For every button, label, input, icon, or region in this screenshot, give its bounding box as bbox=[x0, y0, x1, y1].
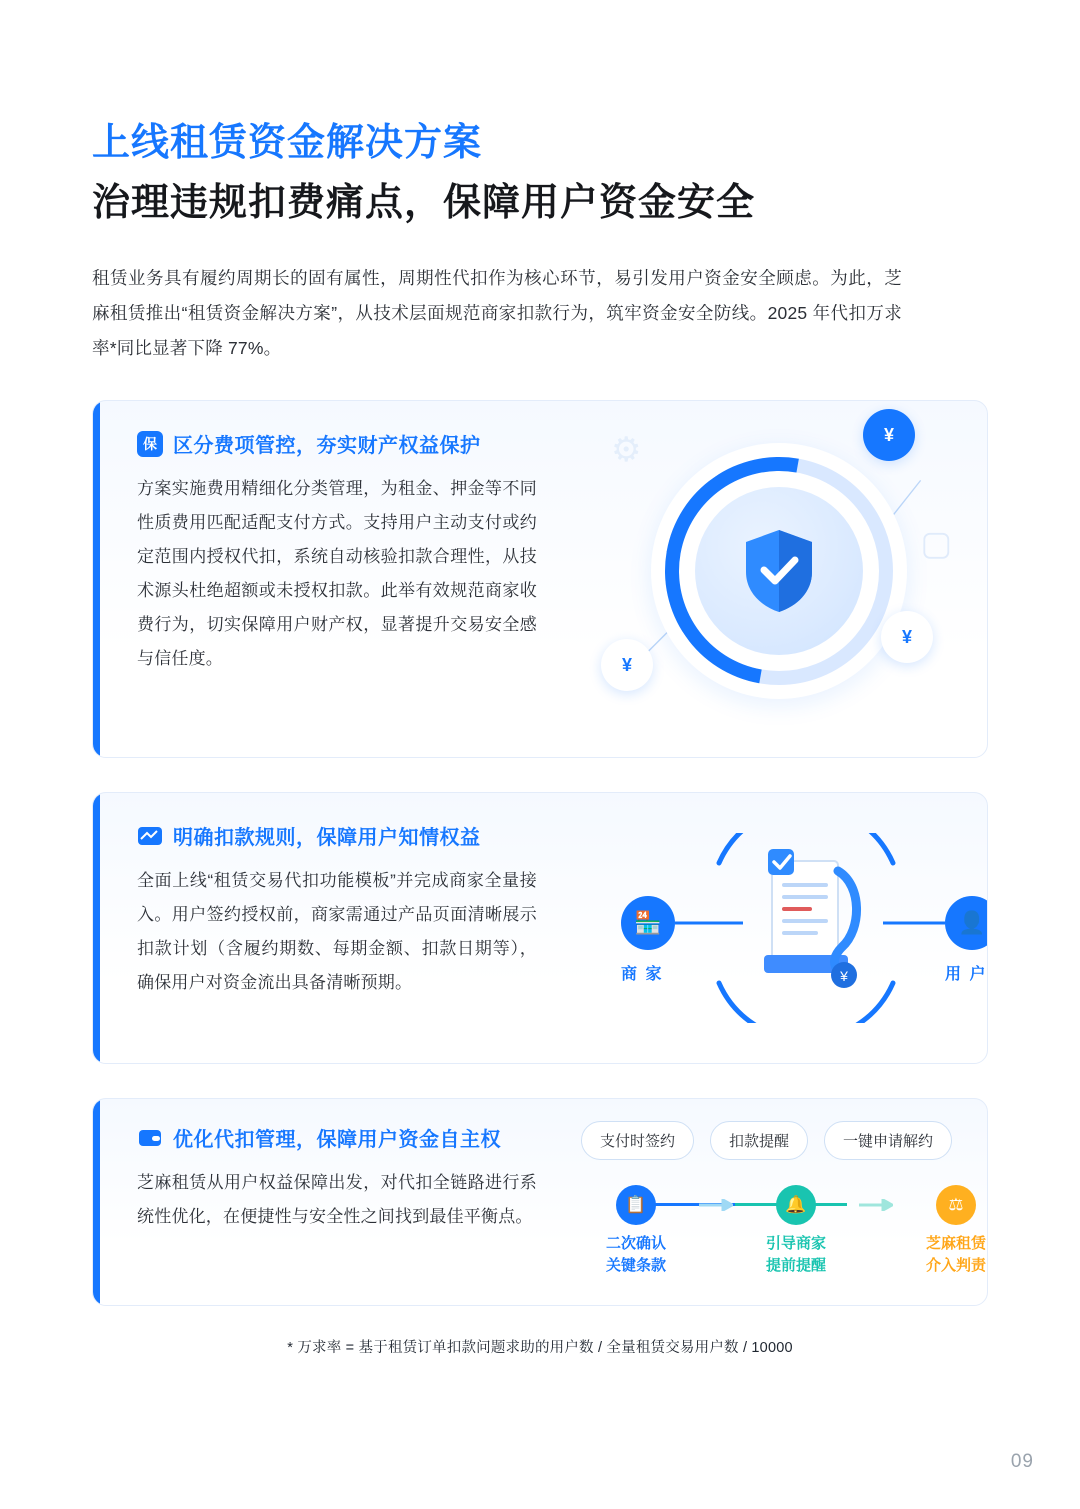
card-body: 芝麻租赁从用户权益保障出发，对代扣全链路进行系统性优化，在便捷性与安全性之间找到最佳平衡点。 bbox=[137, 1173, 537, 1226]
card-title: 优化代扣管理，保障用户资金自主权 bbox=[173, 1129, 501, 1151]
step-item bbox=[901, 1185, 988, 1277]
card-header bbox=[137, 429, 537, 458]
user-label: 用 户 bbox=[945, 966, 988, 983]
card-rules-icon bbox=[137, 823, 163, 849]
card-text bbox=[93, 793, 563, 1063]
invoice-yen-icon: ¥ bbox=[863, 409, 915, 461]
chip-list bbox=[581, 1121, 952, 1160]
card-autodebit-management bbox=[92, 1098, 988, 1306]
card-header bbox=[137, 821, 537, 850]
card-text bbox=[93, 1099, 563, 1305]
chip-one-click-cancel: 一键申请解约 bbox=[824, 1121, 952, 1160]
step-item bbox=[741, 1185, 851, 1277]
shield-badge-icon: 保 bbox=[137, 431, 163, 457]
card-title: 区分费项管控，夯实财产权益保护 bbox=[173, 435, 481, 457]
title-main: 治理违规扣费痛点，保障用户资金安全 bbox=[92, 181, 756, 224]
merchant-label: 商 家 bbox=[621, 966, 664, 983]
arrow-right-icon bbox=[859, 1199, 893, 1211]
step-line1: 引导商家 bbox=[765, 1235, 826, 1252]
card-deduction-rules bbox=[92, 792, 988, 1064]
intro-paragraph: 租赁业务具有履约周期长的固有属性，周期性代扣作为核心环节，易引发用户资金安全顾虑。为此，芝麻租赁推出“租赁资金解决方案”，从技术层面规范商家扣款行为，筑牢资金安全防线。2025 年代扣万求率*同比显著下降 77%。 bbox=[92, 268, 902, 358]
shield-ring-graphic bbox=[651, 443, 907, 699]
step-line2: 关键条款 bbox=[605, 1256, 666, 1274]
contract-document-icon bbox=[738, 843, 888, 1003]
footnote: * 万求率 = 基于租赁订单扣款问题求助的用户数 / 全量租赁交易用户数 / 10000 bbox=[287, 1340, 793, 1356]
card-header bbox=[137, 1123, 537, 1152]
card-body: 方案实施费用精细化分类管理，为租金、押金等不同性质费用匹配适配支付方式。支持用户主动支付或约定范围内授权代扣，系统自动核验扣款合理性，从技术源头杜绝超额或未授权扣款。此举有效规范商家收费行为，切实保障用户财产权，显著提升交易安全感与信任度。 bbox=[137, 479, 537, 668]
yen-coin-icon: ¥ bbox=[881, 611, 933, 663]
hand-coin-icon: ¥ bbox=[601, 639, 653, 691]
chip-sign-on-pay: 支付时签约 bbox=[581, 1121, 694, 1160]
bell-remind-icon: 🔔 bbox=[776, 1185, 816, 1225]
judge-icon: ⚖ bbox=[936, 1185, 976, 1225]
gear-icon: ⚙ bbox=[611, 431, 642, 469]
wallet-hand-icon bbox=[137, 1125, 163, 1151]
step-line1: 芝麻租赁 bbox=[925, 1235, 986, 1252]
svg-text:¥: ¥ bbox=[840, 968, 848, 984]
step-line1: 二次确认 bbox=[605, 1235, 666, 1252]
card-illustration bbox=[563, 401, 987, 757]
shield-check-icon bbox=[742, 528, 816, 614]
title-highlight: 上线租赁资金解决方案 bbox=[92, 122, 483, 164]
chip-deduction-reminder: 扣款提醒 bbox=[710, 1121, 808, 1160]
user-icon: 👤 bbox=[945, 896, 988, 950]
card-text bbox=[93, 401, 563, 757]
card-illustration bbox=[563, 1099, 987, 1305]
document-check-icon: 📋 bbox=[616, 1185, 656, 1225]
card-body: 全面上线“租赁交易代扣功能模板”并完成商家全量接入。用户签约授权前，商家需通过产品页面清晰展示扣款计划（含履约期数、每期金额、扣款日期等），确保用户对资金流出具备清晰预期。 bbox=[137, 871, 537, 992]
page-number: 09 bbox=[1010, 1451, 1034, 1472]
step-line2: 提前提醒 bbox=[765, 1256, 826, 1274]
arrow-right-icon bbox=[699, 1199, 733, 1211]
step-item bbox=[581, 1185, 691, 1277]
shop-icon: 🏪 bbox=[621, 896, 675, 950]
card-illustration bbox=[563, 793, 987, 1063]
card-title: 明确扣款规则，保障用户知情权益 bbox=[173, 827, 481, 849]
step-line2: 介入判责 bbox=[925, 1256, 986, 1274]
page-title bbox=[92, 0, 988, 227]
card-fee-control bbox=[92, 400, 988, 758]
step-list bbox=[581, 1185, 988, 1277]
